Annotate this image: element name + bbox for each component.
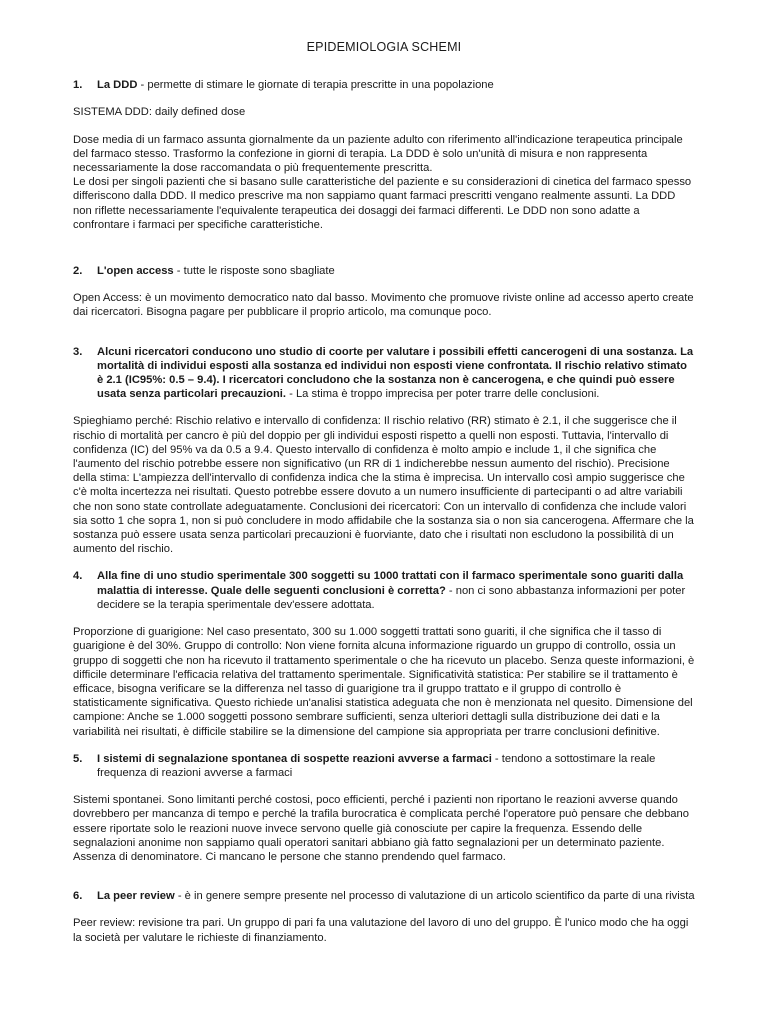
question-text bbox=[97, 752, 695, 780]
document-title: EPIDEMIOLOGIA SCHEMI bbox=[306, 40, 462, 54]
question-number: 4. bbox=[73, 570, 83, 583]
question-bold: L'open access bbox=[97, 265, 174, 278]
question-bold: I sistemi di segnalazione spontanea di sospette reazioni avverse a farmaci bbox=[97, 752, 492, 765]
question-2 bbox=[73, 264, 695, 278]
question-number: 1. bbox=[73, 79, 83, 92]
question-number: 3. bbox=[73, 345, 83, 358]
paragraph: Sistemi spontanei. Sono limitanti perché costosi, poco efficienti, perché i pazienti non riportano le reazioni avverse quando dovrebbero per mancanza di tempo e perché la trafila burocratica è complicata perché l'operatore può pensare che debbano essere riportate solo le reazioni nuove invece servono quelle già conosciute per capire la frequenza. Essendo delle segnalazioni anonime non sappiamo quali operatori sanitari abbiano già fatto segnalazioni per un determinato paziente. Assenza di denominatore. Ci mancano le persone che stanno prendendo quel farmaco. bbox=[73, 794, 689, 863]
question-5 bbox=[73, 752, 695, 780]
answer-text: - non ci sono abbastanza informazioni per poter decidere se la terapia sperimentale dev'essere adottata. bbox=[97, 584, 686, 611]
question-text bbox=[97, 345, 695, 402]
paragraph: Spieghiamo perché: Rischio relativo e intervallo di confidenza: Il rischio relativo (RR) stimato è 2.1, il che suggerisce che il rischio di mortalità per cancro è più del doppio per gli individui esposti rispetto a quelli non esposti. Tuttavia, l'intervallo di confidenza (IC) del 95% va da 0.5 a 9.4. Questo intervallo di confidenza è molto ampio e include 1, il che significa che l'aumento del rischio potrebbe essere non significativo (un RR di 1 indicherebbe nessun aumento del rischio). Precisione della stima: L'ampiezza dell'intervallo di confidenza indica che la stima è imprecisa. Un intervallo così ampio suggerisce che c'è molta incertezza nei risultati. Questo potrebbe essere dovuto a un numero insufficiente di partecipanti o ad altre variabili che non sono state controllate adeguatamente. Conclusioni dei ricercatori: Con un intervallo di confidenza che include valori sia sotto 1 che sopra 1, non si può concludere in modo affidabile che la sostanza sia o non sia cancerogena. Affermare che la sostanza può essere usata senza particolari precauzioni è fuorviante, dato che i risultati non escludono la possibilità di un aumento del rischio. bbox=[73, 415, 694, 556]
question-4 bbox=[73, 569, 695, 612]
answer-text: - tutte le risposte sono sbagliate bbox=[173, 265, 335, 278]
question-text bbox=[97, 264, 695, 278]
document-page bbox=[73, 30, 695, 958]
question-3 bbox=[73, 345, 695, 402]
question-bold: La peer review bbox=[97, 890, 175, 903]
question-bold: La DDD bbox=[97, 79, 138, 92]
question-6 bbox=[73, 889, 695, 903]
answer-text: - è in genere sempre presente nel processo di valutazione di un articolo scientifico da parte di una rivista bbox=[174, 890, 695, 903]
answer-text: - tendono a sottostimare la reale frequenza di reazioni avverse a farmaci bbox=[97, 752, 656, 779]
question-bold: Alcuni ricercatori conducono uno studio di coorte per valutare i possibili effetti cancerogeni di una sostanza. La mortalità di individui esposti alla sostanza ed individui non esposti viene confrontata. Il rischio relativo stimato è 2.1 (IC95%: 0.5 – 9.4). I ricercatori concludono che la sostanza non è cancerogena, e che quindi può essere usata senza particolari precauzioni. bbox=[97, 345, 694, 401]
paragraph: Peer review: revisione tra pari. Un gruppo di pari fa una valutazione del lavoro di uno del gruppo. È l'unico modo che ha oggi la società per valutare le richieste di finanziamento. bbox=[73, 917, 689, 944]
question-text bbox=[97, 78, 695, 92]
question-number: 2. bbox=[73, 265, 83, 278]
paragraph: Open Access: è un movimento democratico nato dal basso. Movimento che promuove riviste online ad accesso aperto create dai ricercatori. Bisogna pagare per pubblicare il proprio articolo, ma comunque poco. bbox=[73, 292, 694, 319]
question-bold: Alla fine di uno studio sperimentale 300 soggetti su 1000 trattati con il farmaco sperimentale sono guariti dalla malattia di interesse. Quale delle seguenti conclusioni è corretta? bbox=[97, 570, 684, 597]
answer-text: - permette di stimare le giornate di terapia prescritte in una popolazione bbox=[137, 79, 494, 92]
question-number: 6. bbox=[73, 890, 83, 903]
question-text bbox=[97, 569, 695, 612]
paragraph: Proporzione di guarigione: Nel caso presentato, 300 su 1.000 soggetti trattati sono guariti, il che significa che il tasso di guarigione è del 30%. Gruppo di controllo: Non viene fornita alcuna informazione riguardo un gruppo di controllo, ossia un gruppo di soggetti che non ha ricevuto il trattamento sperimentale o che ha ricevuto un placebo. Senza queste informazioni, è difficile determinare l'efficacia relativa del trattamento sperimentale. Significatività statistica: Per stabilire se il trattamento è efficace, bisogna verificare se la differenza nel tasso di guarigione tra il gruppo trattato e il gruppo di controllo è statisticamente significativa. Questo richiede un'analisi statistica adeguata che non è menzionata nel quesito. Dimensione del campione: Anche se 1.000 soggetti possono sembrare sufficienti, senza ulteriori dettagli sulla distribuzione dei dati e la variabilità nei risultati, è difficile stabilire se la dimensione del campione sia appropriata per trarre conclusioni definitive. bbox=[73, 626, 695, 738]
question-1 bbox=[73, 78, 695, 92]
paragraph: SISTEMA DDD: daily defined dose bbox=[73, 106, 246, 119]
question-text bbox=[97, 889, 695, 903]
question-number: 5. bbox=[73, 752, 83, 765]
answer-text: - La stima è troppo imprecisa per poter trarre delle conclusioni. bbox=[286, 388, 600, 401]
paragraph: Dose media di un farmaco assunta giornalmente da un paziente adulto con riferimento all'indicazione terapeutica principale del farmaco stesso. Trasformo la confezione in giorni di terapia. La DDD è solo un'unità di misura e non rappresenta necessariamente la dose raccomandata o più frequentemente prescritta. Le dosi per singoli pazienti che si basano sulle caratteristiche del paziente e su considerazioni di cinetica del farmaco spesso differiscono dalla DDD. Il medico prescrive ma non sappiamo quant farmaci prescritti vengano realmente assunti. La DDD non riflette necessariamente l'equivalente terapeutica dei dosaggi dei farmaci differenti. Le DDD non sono adatte a confrontare i farmaci per specifiche caratteristiche. bbox=[73, 133, 692, 231]
